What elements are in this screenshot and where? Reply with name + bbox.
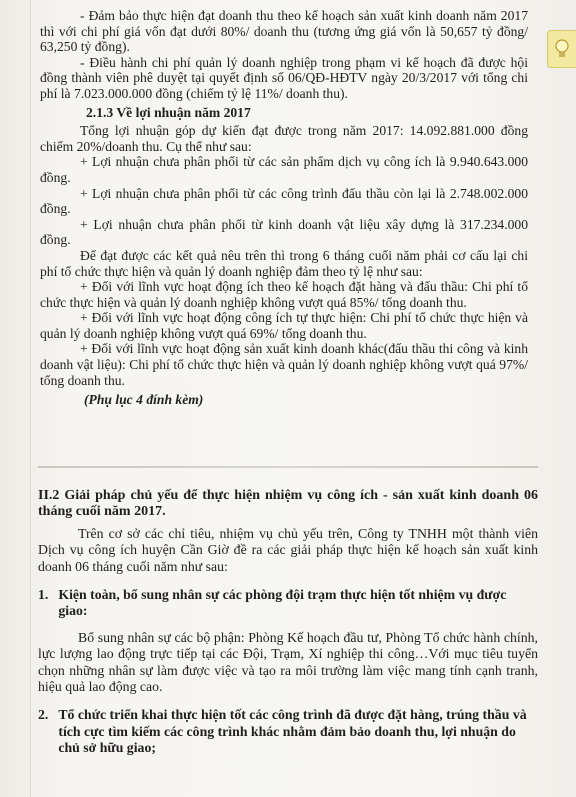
item-title: Kiện toàn, bổ sung nhân sự các phòng đội trạm thực hiện tốt nhiệm vụ được giao:	[58, 587, 507, 619]
paragraph-total-profit: Tổng lợi nhuận góp dự kiến đạt được trong năm 2017: 14.092.881.000 đồng chiếm 20%/doanh thu. Cụ thể như sau:	[40, 123, 528, 154]
paragraph-solutions-intro: Trên cơ sở các chỉ tiêu, nhiệm vụ chủ yếu trên, Công ty TNHH một thành viên Dịch vụ công ích huyện Cần Giờ đề ra các giải pháp thực hiện kế hoạch sản xuất kinh doanh 06 tháng cuối năm như sau:	[38, 525, 538, 574]
item-number: 1.	[38, 587, 49, 603]
list-item-order-tender-cost: + Đối với lĩnh vực hoạt động ích theo kế hoạch đặt hàng và đấu thầu: Chi phí tổ chức thực hiện và quản lý doanh nghiệp không vượt quá 85%/ tổng doanh thu.	[40, 279, 528, 310]
lightbulb-icon[interactable]	[547, 30, 576, 68]
section-heading-profit: 2.1.3 Về lợi nhuận năm 2017	[86, 104, 251, 120]
numbered-heading-2	[38, 707, 538, 756]
profit-section	[40, 8, 528, 408]
list-item-materials-profit: + Lợi nhuận chưa phân phối từ kinh doanh vật liệu xây dựng là 317.234.000 đồng.	[40, 216, 528, 248]
paragraph-management-cost: - Điều hành chi phí quản lý doanh nghiệp trong phạm vi kế hoạch đã được hội đồng thành viên phê duyệt tại quyết định số 06/QĐ-HĐTV ngày 20/3/2017 với tổng chi phí là 7.023.000.000 đồng (chiếm tỷ lệ 11%/ doanh thu).	[40, 54, 528, 101]
list-item-self-service-cost: + Đối với lĩnh vực hoạt động công ích tự thực hiện: Chi phí tổ chức thực hiện và quản lý doanh nghiệp không vượt quá 69%/ tổng doanh thu.	[40, 310, 528, 341]
section-heading-solutions: II.2 Giải pháp chủ yếu để thực hiện nhiệm vụ công ích - sản xuất kinh doanh 06 tháng cuối năm 2017.	[38, 488, 538, 520]
page-shadow-line	[30, 0, 31, 797]
list-item-tender-profit: + Lợi nhuận chưa phân phối từ các công trình đấu thầu còn lại là 2.748.002.000 đồng.	[40, 185, 528, 217]
paragraph-restructure: Để đạt được các kết quả nêu trên thì trong 6 tháng cuối năm phải cơ cấu lại chi phí tổ chức thực hiện và quản lý doanh nghiệp đảm theo tỷ lệ như sau:	[40, 247, 528, 279]
appendix-note: (Phụ lục 4 đính kèm)	[84, 392, 204, 408]
item-number: 2.	[38, 707, 49, 723]
paragraph-staffing: Bổ sung nhân sự các bộ phận: Phòng Kế hoạch đầu tư, Phòng Tổ chức hành chính, lực lượng lao động trực tiếp tại các Đội, Trạm, Xí nghiệp thi công…Với mục tiêu tuyển chọn những nhân sự làm được việc và tạo ra môi trường làm việc mang tính cạnh tranh, hiệu quả lao động cao.	[38, 629, 538, 695]
solutions-section	[38, 488, 538, 767]
list-item-public-service-profit: + Lợi nhuận chưa phân phối từ các sản phẩm dịch vụ công ích là 9.940.643.000 đồng.	[40, 154, 528, 185]
list-item-other-business-cost: + Đối với lĩnh vực hoạt động sản xuất kinh doanh khác(đấu thầu thi công và kinh doanh vật liệu): Chi phí tổ chức thực hiện và quản lý doanh nghiệp không vượt quá 97%/ tổng doanh thu.	[40, 341, 528, 388]
section-divider	[38, 466, 538, 468]
numbered-heading-1	[38, 587, 538, 620]
item-title: Tổ chức triển khai thực hiện tốt các công trình đã được đặt hàng, trúng thầu và tích cực tìm kiếm các công trình khác nhằm đảm bảo doanh thu, lợi nhuận do chủ sở hữu giao;	[58, 707, 527, 756]
paragraph-cost-of-goods: - Đảm bảo thực hiện đạt doanh thu theo kế hoạch sản xuất kinh doanh năm 2017 thì với chi phí giá vốn đạt dưới 80%/ doanh thu (tương ứng giá vốn là 50,657 tỷ đồng/ 63,250 tỷ đồng).	[40, 8, 528, 55]
